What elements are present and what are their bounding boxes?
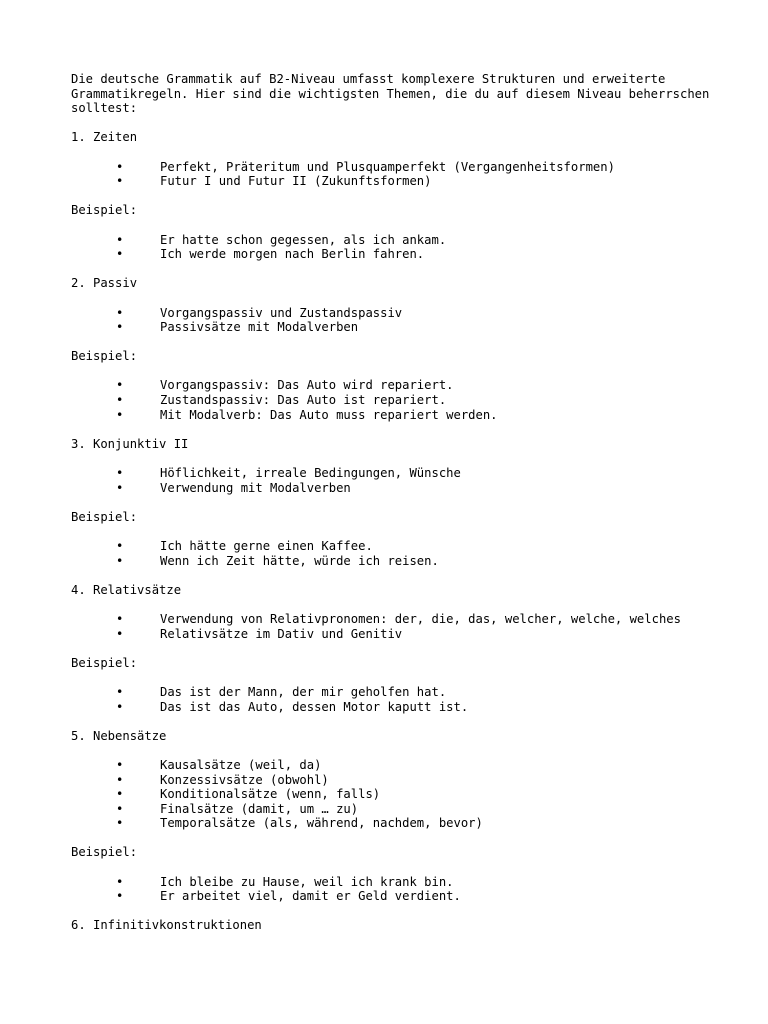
topic-list xyxy=(71,612,751,641)
list-item xyxy=(71,247,751,262)
list-item xyxy=(71,481,751,496)
list-item xyxy=(71,875,751,890)
list-item-text: Wenn ich Zeit hätte, würde ich reisen. xyxy=(160,553,439,568)
bullet-icon: • xyxy=(116,393,124,408)
list-item xyxy=(71,306,751,321)
example-list xyxy=(71,685,751,714)
example-label: Beispiel: xyxy=(71,509,138,524)
section-heading: 3. Konjunktiv II xyxy=(71,436,189,451)
bullet-icon: • xyxy=(116,801,124,816)
bullet-icon: • xyxy=(116,772,124,787)
list-item-text: Höflichkeit, irreale Bedingungen, Wünsche xyxy=(160,466,461,481)
bullet-icon: • xyxy=(116,480,124,495)
list-item xyxy=(71,889,751,904)
example-list xyxy=(71,539,751,568)
list-item xyxy=(71,393,751,408)
bullet-icon: • xyxy=(116,874,124,889)
section-heading: 6. Infinitivkonstruktionen xyxy=(71,918,262,933)
bullet-icon: • xyxy=(116,889,124,904)
list-item xyxy=(71,160,751,175)
example-list xyxy=(71,875,751,904)
bullet-icon: • xyxy=(116,159,124,174)
list-item-text: Perfekt, Präteritum und Plusquamperfekt (Vergangenheitsformen) xyxy=(160,159,615,174)
bullet-icon: • xyxy=(116,611,124,626)
topic-list xyxy=(71,306,751,335)
bullet-icon: • xyxy=(116,174,124,189)
topic-list xyxy=(71,466,751,495)
list-item-text: Er hatte schon gegessen, als ich ankam. xyxy=(160,232,447,247)
section-heading: 4. Relativsätze xyxy=(71,582,182,597)
list-item-text: Passivsätze mit Modalverben xyxy=(160,320,359,335)
example-label: Beispiel: xyxy=(71,845,138,860)
list-item-text: Futur I und Futur II (Zukunftsformen) xyxy=(160,174,432,189)
list-item-text: Kausalsätze (weil, da) xyxy=(160,757,322,772)
list-item xyxy=(71,539,751,554)
list-item xyxy=(71,758,751,773)
topic-list xyxy=(71,160,751,189)
intro-paragraph: Die deutsche Grammatik auf B2-Niveau umfasst komplexere Strukturen und erweiterte Grammatikregeln. Hier sind die wichtigsten Themen, die du auf diesem Niveau beherrschen solltest: xyxy=(71,72,717,116)
bullet-icon: • xyxy=(116,539,124,553)
section-heading: 1. Zeiten xyxy=(71,130,138,145)
document-body xyxy=(71,72,751,948)
list-item-text: Das ist das Auto, dessen Motor kaputt ist. xyxy=(160,699,469,714)
list-item xyxy=(71,773,751,788)
bullet-icon: • xyxy=(116,553,124,568)
list-item-text: Ich hätte gerne einen Kaffee. xyxy=(160,539,373,553)
list-item-text: Verwendung mit Modalverben xyxy=(160,480,351,495)
list-item xyxy=(71,685,751,700)
bullet-icon: • xyxy=(116,787,124,802)
bullet-icon: • xyxy=(116,626,124,641)
list-item xyxy=(71,408,751,423)
example-label: Beispiel: xyxy=(71,655,138,670)
list-item-text: Konzessivsätze (obwohl) xyxy=(160,772,329,787)
topic-list xyxy=(71,758,751,831)
sections-container xyxy=(71,130,751,933)
list-item xyxy=(71,816,751,831)
list-item xyxy=(71,802,751,817)
list-item-text: Vorgangspassiv und Zustandspassiv xyxy=(160,305,403,320)
list-item-text: Verwendung von Relativpronomen: der, die, das, welcher, welche, welches xyxy=(160,611,681,626)
example-list xyxy=(71,378,751,422)
list-item xyxy=(71,612,751,627)
list-item-text: Zustandspassiv: Das Auto ist repariert. xyxy=(160,393,447,408)
list-item-text: Relativsätze im Dativ und Genitiv xyxy=(160,626,403,641)
list-item xyxy=(71,233,751,248)
section-heading: 2. Passiv xyxy=(71,276,138,291)
bullet-icon: • xyxy=(116,407,124,422)
example-label: Beispiel: xyxy=(71,349,138,364)
bullet-icon: • xyxy=(116,699,124,714)
list-item-text: Konditionalsätze (wenn, falls) xyxy=(160,787,381,802)
bullet-icon: • xyxy=(116,816,124,831)
list-item xyxy=(71,320,751,335)
section-heading: 5. Nebensätze xyxy=(71,728,167,743)
list-item xyxy=(71,787,751,802)
list-item-text: Finalsätze (damit, um … zu) xyxy=(160,801,359,816)
bullet-icon: • xyxy=(116,378,124,393)
list-item-text: Mit Modalverb: Das Auto muss repariert werden. xyxy=(160,407,498,422)
list-item-text: Vorgangspassiv: Das Auto wird repariert. xyxy=(160,378,454,393)
list-item xyxy=(71,554,751,569)
bullet-icon: • xyxy=(116,466,124,481)
list-item xyxy=(71,378,751,393)
bullet-icon: • xyxy=(116,684,124,699)
list-item xyxy=(71,627,751,642)
list-item-text: Er arbeitet viel, damit er Geld verdient. xyxy=(160,889,461,904)
list-item-text: Ich bleibe zu Hause, weil ich krank bin. xyxy=(160,874,454,889)
example-list xyxy=(71,233,751,262)
list-item xyxy=(71,466,751,481)
bullet-icon: • xyxy=(116,247,124,262)
list-item-text: Das ist der Mann, der mir geholfen hat. xyxy=(160,684,447,699)
bullet-icon: • xyxy=(116,305,124,320)
example-label: Beispiel: xyxy=(71,203,138,218)
list-item-text: Temporalsätze (als, während, nachdem, bevor) xyxy=(160,816,483,831)
list-item xyxy=(71,174,751,189)
bullet-icon: • xyxy=(116,320,124,335)
bullet-icon: • xyxy=(116,757,124,772)
list-item-text: Ich werde morgen nach Berlin fahren. xyxy=(160,247,425,262)
bullet-icon: • xyxy=(116,232,124,247)
list-item xyxy=(71,700,751,715)
